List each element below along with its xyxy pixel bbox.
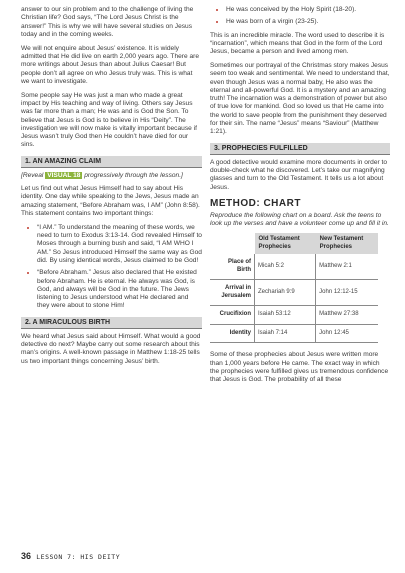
column-header: Old Testament Prophecies [255,233,316,254]
left-column [21,6,202,371]
footer-lesson-title: LESSON 7: HIS DEITY [36,553,121,561]
visual-badge: VISUAL 18 [47,171,81,179]
table-cell: Isaiah 53:12 [255,306,316,325]
instruction-text: [Reveal [21,171,46,179]
paragraph: Some of these prophecies about Jesus were written more than 1,000 years before He came. The exact way in which the prophecies were fulfilled gives us tremendous confidence that Jesus is God. The probability of all these [210,351,389,384]
teacher-instruction: Reproduce the following chart on a board. Ask the teens to look up the verses and have a volunteer come up and fill it in. [210,211,389,228]
prophecy-chart [210,233,378,343]
paragraph: Some people say He was just a man who made a great impact by His teaching and way of living. Others say Jesus was far more than a man; He was and is God the Son. To believe that Jesus is God is to believe in His “Deity”. The investigation we will now make is vitally important because if Jesus wasn’t truly God then He couldn’t have died for our sins. [21,91,197,149]
row-header: Crucifixion [210,306,255,325]
section-heading: 2. A MIRACULOUS BIRTH [21,317,202,329]
row-header: Identity [210,324,255,343]
paragraph: Sometimes our portrayal of the Christmas story makes Jesus seem too weak and sentimental. We need to understand that, even though Jesus was a normal baby, He also was the eternal and all-powerful God. It is a mystery and an amazing truth! The incarnation was a demonstration of power but also of true love for mankind. God so loved us that He came into the world to save people from the punishment they deserved for their sin. The name “Jesus” means “Saviour” (Matthew 1:21). [210,61,390,136]
table-row [210,280,378,306]
method-heading: METHOD: CHART [210,197,301,209]
teacher-instruction [21,172,202,180]
row-header: Place of Birth [210,254,255,280]
table-cell: Isaiah 7:14 [255,324,316,343]
row-header: Arrival in Jerusalem [210,280,255,306]
page-number: 36 [21,551,32,561]
table-row [210,324,378,343]
column-header: New Testament Prophecies [316,233,378,254]
paragraph: We will not enquire about Jesus’ existence. It is widely admitted that He did live on earth 2,000 years ago. There are more writings about Jesus than about Julius Caesar! But people don’t all agree on who Jesus truly was. This is what we want to investigate. [21,44,200,85]
table-cell: John 12:45 [316,324,378,343]
table-cell: Matthew 27:38 [316,306,378,325]
bullet-item: • He was conceived by the Holy Spirit (18-20). [226,6,390,14]
bullet-list [21,224,202,311]
paragraph: answer to our sin problem and to the challenge of living the Christian life? God says, “The Lord Jesus Christ is the answer!” This is why we will have several studies on Jesus today and in the coming weeks. [21,6,194,38]
bullet-item: • “Before Abraham.” Jesus also declared that He existed before Abraham. He is eternal. He always was God, is God, and always will be God in the future. The Jews listening to Jesus understood what He declared and they were about to stone Him! [37,269,202,310]
instruction-text: progressively through the lesson.] [82,171,183,179]
paragraph: A good detective would examine more documents in order to double-check what he discovered. Let’s take our magnifying glasses and turn to the Old Testament. It tells us a lot about Jesus. [210,158,388,191]
table-cell: Micah 5:2 [255,254,316,280]
bullet-item: • He was born of a virgin (23-25). [226,18,390,26]
page-footer [21,551,120,562]
table-cell: Zechariah 9:9 [255,280,316,306]
paragraph: Let us find out what Jesus Himself had to say about His identity. One day while speaking to the Jews, Jesus made an amazing statement, “Before Abraham was, I AM” (John 8:58). This statement contains two important things: [21,185,200,217]
paragraph: This is an incredible miracle. The word used to describe it is “incarnation”, which means that God in the form of the Lord Jesus, became a person and lived among men. [210,31,385,56]
right-column [210,6,390,390]
section-heading: 1. AN AMAZING CLAIM [21,156,202,168]
table-cell: John 12:12-15 [316,280,378,306]
table-row [210,306,378,325]
table-cell: Matthew 2:1 [316,254,378,280]
table-row [210,254,378,280]
table-corner [210,233,255,254]
bullet-item: • “I AM.” To understand the meaning of these words, we need to turn to Exodus 3:13-14. God revealed Himself to Moses through a burning bush and said, “I AM WHO I AM.” So Jesus introduced Himself the same way as God did. By using identical words, Jesus claimed to be God! [37,224,202,265]
paragraph: We heard what Jesus said about Himself. What would a good detective do next? Maybe carry out some research about this man’s origins. A well-known passage in Matthew 1:18-25 tells us two important things concerning Jesus’ birth. [21,332,201,365]
bullet-list [210,6,390,27]
section-heading: 3. PROPHECIES FULFILLED [210,143,390,155]
